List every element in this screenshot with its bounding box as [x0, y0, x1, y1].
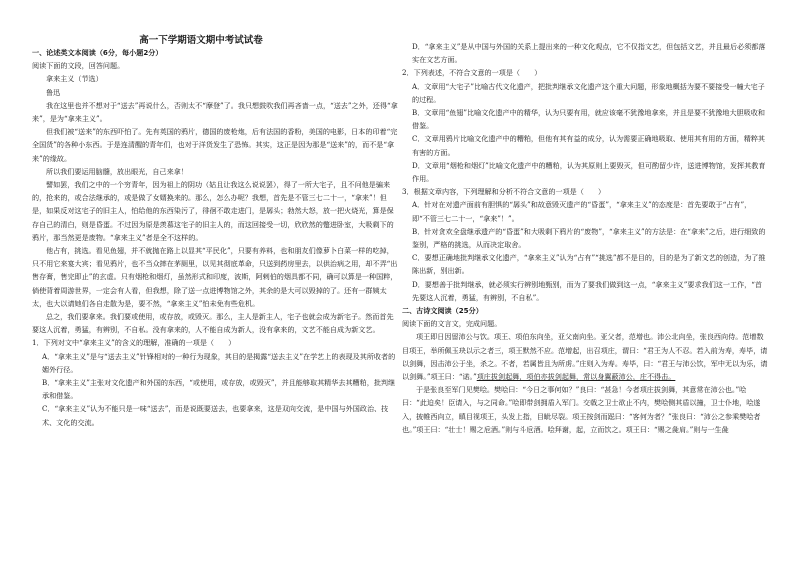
paragraph-text: 项王即日因留沛公与饮。项王、项伯东向坐，亚父南向坐。亚父者，范增也。沛公北向坐，张良西向侍。范增数目项王，举所佩玉玦以示之者三，项王默然不应。范增起，出召项庄，谓曰：“君王为人不忍。若入前为寿，寿毕，请以剑舞，因击沛公于坐，杀之。不者，若属皆且为所虏。”庄则入为寿。寿毕，曰：“君王与沛公饮，军中无以为乐，请以剑舞。”项王曰：“诺。” — [402, 332, 768, 382]
option-a: A．针对在对遗产面前有胆惧的“孱头”和故意毁灭遗产的“昏蛋”，“拿来主义”的态度是：首先要敢于“占有”，即“不管三七二十一，“拿来”！”。 — [412, 200, 752, 223]
left-column — [32, 46, 398, 429]
paragraph: 我在这里也并不想对于“送去”再说什么，否则太不“摩登”了。我只想鼓吹我们再吝啬一点，“送去”之外，还得“拿来”，是为“拿来主义”。 — [32, 100, 398, 124]
option-d: D．要想善于批判继承，就必须实行辨别地甄别，而为了要我们做到这一点，“拿来主义”要求我们这一工作，“首先要这人沉着，勇猛，有辨别，不自私”。 — [412, 279, 762, 302]
option-c: C．“拿来主义”认为不能只是一味“送去”，而是说既要送去，也要拿来，这是双向交流，是中国与外国政治、技术、文化的交流。 — [42, 404, 389, 427]
option-b: B．文章用“鱼翅”比喻文化遗产中的精华，认为只要有用，就应该毫不犹豫地拿来，并且是要不犹豫地大胆吸收和借鉴。 — [412, 108, 765, 131]
option-d: D．“拿来主义”是从中国与外国的关系上提出来的一种文化观点，它不仅指文艺，但包括文艺，并且最后必须都落实在文艺方面。 — [412, 42, 766, 65]
paragraph: 譬如罢，我们之中的一个穷青年，因为祖上的阴功（姑且让我这么说说罢），得了一所大宅子，且不问他是骗来的，抢来的，或合法继承的，或是做了女婿换来的。那么，怎么办呢？我想，首先是不管三七二十一，“拿来”！但是，如果反对这宅子的旧主人，怕给他的东西染污了，徘徊不敢走进门，是孱头；勃然大怒，放一把火烧光，算是保存自己的清白，则是昏蛋。不过因为原是羡慕这宅子的旧主人的，而这回接受一切，欣欣然的蹩进卧室，大吸剩下的鸦片，那当然更是废物。“拿来主义”者是全不这样的。 — [32, 180, 394, 242]
option-b: B．“拿来主义”主张对文化遗产和外国的东西，“或使用，或存放，或毁灭”，并且能够取其精华去其糟粕，批判继承和借鉴。 — [42, 378, 396, 401]
option-c: C．要想正确地批判继承文化遗产，“拿来主义”认为“占有”“挑选”都不是目的，目的是为了新文艺的创造，为了推陈出新，别出新。 — [412, 253, 766, 276]
section-heading-2: 二、古诗文阅读（25分） — [402, 306, 483, 316]
paragraph: 于是张良至军门见樊哙。樊哙曰：“今日之事何如？”良曰：“甚急！今者项庄拔剑舞，其意常在沛公也。”哙曰：“此迫矣！臣请入，与之同命。”哙即带剑拥盾入军门。交戟之卫士欲止不内，樊哙侧其盾以撞，卫士仆地，哙遂入，披帷西向立，瞋目视项王，头发上指，目眦尽裂。项王按剑而跽曰：“客何为者？”张良曰：“沛公之参乘樊哙者也。”项王曰：“壮士！赐之卮酒。”则与斗卮酒。哙拜谢，起，立而饮之。项王曰：“赐之彘肩。”则与一生彘 — [402, 385, 761, 434]
question-2: 2．下列表述，不符合文意的一项是（ ） — [402, 68, 542, 78]
right-column — [402, 40, 768, 436]
paragraph — [402, 330, 768, 383]
paragraph: 但我们被“送来”的东西吓怕了。先有英国的鸦片，德国的废枪炮，后有法国的香粉，美国的电影，日本的印着“完全国货”的各种小东西。于是连清醒的青年们，也对于洋货发生了恐怖。其实，这正是因为那是“送来”的，而不是“拿来”的缘故。 — [32, 127, 398, 163]
option-a: A．“拿来主义”是与“送去主义”针锋相对的一种行为现象，其目的是揭露“送去主义”在学艺上的表现及其所收者的媚外行径。 — [42, 351, 396, 374]
underlined-sentence: 项庄拔剑起舞，项伯亦拔剑起舞，常以身翼蔽沛公，庄不得击。 — [476, 372, 676, 382]
paragraph: 所以我们要运用脑髓，放出眼光，自己来拿！ — [46, 166, 188, 176]
option-d: D．文章用“烟枪和烟灯”比喻文化遗产中的糟粕，认为其原则上要毁灭，但可酌留少许，送进博物馆，发挥其教育作用。 — [412, 160, 766, 184]
option-c: C．文章用鸦片比喻文化遗产中的糟粕，但他有其有益的成分，认为需要正确地吸取、使用其有用的方面，精粹其有害的方面。 — [412, 134, 766, 157]
instruction: 阅读下面的文段，回答问题。 — [32, 61, 125, 71]
question-3: 3．根据文章内容，下列理解和分析不符合文意的一项是（ ） — [402, 187, 606, 197]
paragraph: 他占有，挑选。看见鱼翅，并不就抛在路上以显其“平民化”，只要有养料，也和朋友们像萝卜白菜一样的吃掉，只不用它来宴大宾；看见鸦片，也不当众摔在茅厕里，以见其彻底革命，只送到药房里去，以供治病之用，却不弄“出售存膏，售完即止”的玄虚。只有烟枪和烟灯，虽然形式和印度，波斯，阿剌伯的烟具都不同，确可以算是一种国粹，倘使背着周游世界，一定会有人看，但我想，除了送一点进博物馆之外，其余的是大可以毁掉的了。还有一群姨太太，也大以请她们各自走散为是，要不然，“拿来主义”怕未免有些危机。 — [32, 246, 398, 308]
page-title: 高一下学期语文期中考试试卷 — [139, 35, 263, 46]
paragraph: 总之，我们要拿来。我们要或使用，或存放，或毁灭。那么，主人是新主人，宅子也就会成为新宅子。然而首先要这人沉着，勇猛，有辨别，不自私。没有拿来的，人不能自成为新人，没有拿来的，文艺不能自成为新文艺。 — [32, 312, 394, 335]
passage-title: 拿来主义（节选） — [46, 74, 103, 84]
option-b: B．针对贪欢全盘继承遗产的“昏蛋”和大吸剩下鸦片的“废物”，“拿来主义”的方法是：在“拿来”之后，进行细致的鉴别，严格的挑选，从而决定取舍。 — [412, 226, 766, 250]
question-1: 1．下列对文中“拿来主义”的含义的理解，准确的一项是（ ） — [32, 338, 236, 348]
passage-author: 鲁迅 — [46, 87, 61, 97]
instruction: 阅读下面的文言文，完成问题。 — [402, 319, 502, 329]
section-heading-1: 一、论述类文本阅读（6分，每小题2分） — [32, 48, 163, 57]
option-a: A．文章用“大宅子”比喻古代文化遗产，把批判继承文化遗产这个重大问题，形象地概括为要不要接受一幢大宅子的过程。 — [412, 81, 765, 104]
